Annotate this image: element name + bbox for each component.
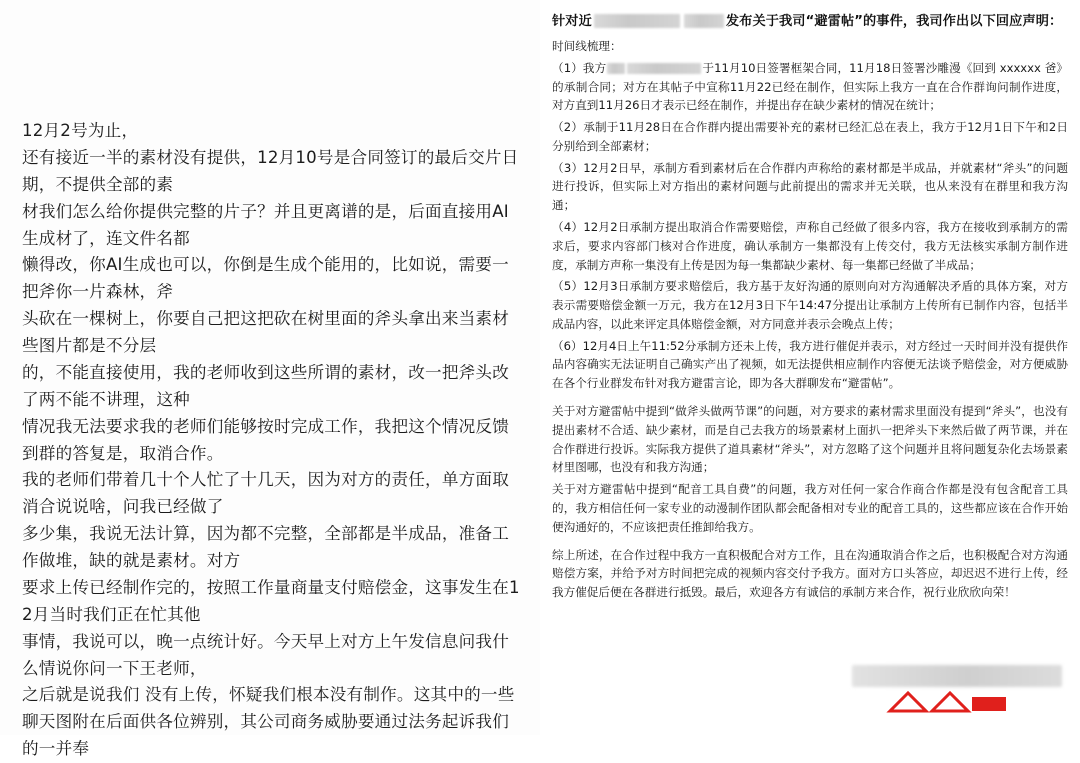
section-two-paragraph-1: 关于对方避雷帖中提到“做斧头做两节课”的问题，对方要求的素材需求里面没有提到“斧头”，也没有提出素材不合适、缺少素材，而是自己去我方的场景素材上面扒一把斧头下来然后做了两节课，并在合作群进行投诉。实际我方提供了道具素材“斧头”，对方忽略了这个问题并且将问题复杂化去场景素材里图哪，也没有和我方沟通； [552,404,1068,475]
section-two-paragraph-2: 关于对方避雷帖中提到“配音工具自费”的问题，我方对任何一家合作商合作都是没有包含配音工具的，我方相信任何一家专业的动漫制作团队都会配备相对专业的配音工具的，这些都应该在合作开始便沟通好的，不应该把责任推卸给我方。 [552,482,1068,534]
right-document-panel [540,0,1080,735]
conclusion-paragraph: 综上所述，在合作过程中我方一直积极配合对方工作，且在沟通取消合作之后，也积极配合对方沟通赔偿方案，并给予对方时间把完成的视频内容交付予我方。面对方口头答应，却迟迟不进行上传，经我方催促后便在各群进行抵毁。最后，欢迎各方有诚信的承制方来合作，祝行业欣欣向荣！ [552,547,1068,600]
timeline-label: 时间线梳理： [552,38,622,53]
timeline-item-3: （3）12月2日早，承制方看到素材后在合作群内声称给的素材都是半成品，并就素材“斧头”的问题进行投诉，但实际上对方指出的素材问题与此前提出的需求并无关联，也从来没有在群里和我方沟通； [552,160,1068,213]
title-middle: 发布关于我司“避雷帖”的事件，我司作出以下回应声明： [725,14,1063,29]
red-logo-mark [886,689,1018,715]
timeline-item-2: （2）承制于11月28日在合作群内提出需要补充的素材已经汇总在表上，我方于12月1日下午和2日分别给到全部素材； [552,120,1068,153]
watermark-blurred-bar [852,665,1062,687]
timeline-item-1-prefix: （1）我方 [552,60,607,75]
watermark-logo-area [852,659,1062,717]
timeline-item-6: （6）12月4日上午11:52分承制方还未上传，我方进行催促并表示，对方经过一天时间并没有提供作品内容确实无法证明自己确实产出了视频，如无法提供相应制作内容便无法谈予赔偿金，对方便威胁在各个行业群发布针对我方避雷言论，即为各大群聊发布“避雷帖”。 [552,338,1068,391]
redaction-block-inline-1 [607,63,625,74]
left-document-panel [0,0,540,759]
title-prefix: 针对近 [552,14,592,29]
red-logo-icon [886,689,1018,715]
left-document-top-margin [0,0,540,112]
right-document-title [552,12,1068,32]
timeline-item-1 [552,59,1068,115]
redaction-block-inline-2 [627,63,701,74]
timeline-item-5: （5）12月3日承制方要求赔偿后，我方基于友好沟通的原则向对方沟通解决矛盾的具体方案，对方表示需要赔偿金额一万元，我方在12月3日下午14:47分提出让承制方上传所有已制作内容，包括半成品内容，以此来评定具体赔偿金额，对方同意并表示会晚点上传； [552,279,1068,331]
left-document-text: 12月2号为止， 还有接近一半的素材没有提供，12月10号是合同签订的最后交片日期，不提供全部的素 材我们怎么给你提供完整的片子？并且更离谱的是，后面直接用AI生成材了，连文件名都 懒得改，你AI生成也可以，你倒是生成个能用的，比如说，需要一把斧你一片森林，斧 头砍在一棵树上，你要自己把这把砍在树里面的斧头拿出来当素材些图片都是不分层 的，不能直接使用，我的老师收到这些所谓的素材，改一把斧头改了两不能不讲理，这种 情况我无法要求我的老师们能够按时完成工作，我把这个情况反馈到群的答复是，取消合作。 我的老师们带着几十个人忙了十几天，因为对方的责任，单方面取消合说说啥，问我已经做了 多少集，我说无法计算，因为都不完整，全部都是半成品，准备工作做堆，缺的就是素材。对方 要求上传已经制作完的，按照工作量商量支付赔偿金，这事发生在12月当时我们正在忙其他 事情，我说可以，晚一点统计好。今天早上对方上午发信息问我什么情说你问一下王老师， 之后就是说我们 没有上传，怀疑我们根本没有制作。这其中的一些聊天图附在后面供各位辨别，其公司商务威胁要通过法务起诉我们的一并奉 [22,121,520,759]
redaction-block-title-2 [684,14,724,28]
timeline-item-4: （4）12月2日承制方提出取消合作需要赔偿，声称自己经做了很多内容，我方在接收到承制方的需求后，要求内容部门核对合作进度，确认承制方一集都没有上传交付，我方无法核实承制方制作进度，承制方声称一集没有上传是因为每一集都缺少素材、每一集都已经做了半成品； [552,220,1068,272]
timeline-item-1-rest: 于11月10日签署框架合同，11月18日签署沙雕漫《回到 xxxxxx 爸》的承制合同；对方在其帖子中宣称11月22已经在制作，但实际上我方一直在合作群询问制作进度，对方直到11月26日才表示已经在制作，并提出存在缺少素材的情况在统计； [552,60,1068,113]
redaction-block-title-1 [594,14,680,28]
right-document-content [552,12,1068,712]
